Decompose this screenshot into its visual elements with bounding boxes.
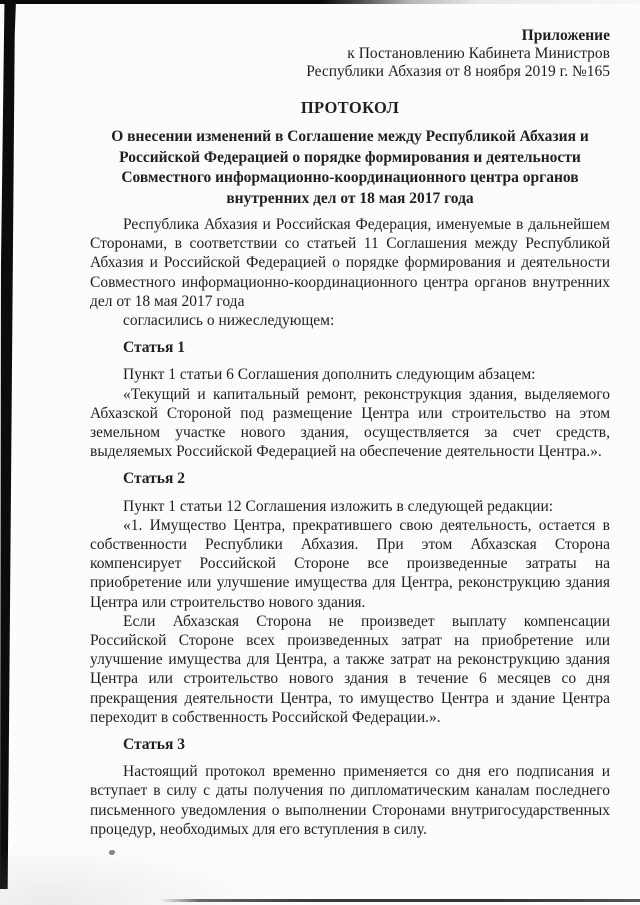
scan-artifact-bottom-edge	[160, 899, 640, 902]
appendix-header	[90, 27, 610, 81]
article-1-heading: Статья 1	[123, 339, 185, 357]
document-subtitle-line-2: Российской Федерацией о порядке формирования и деятельности	[119, 148, 581, 166]
article-3-paragraph-1: Настоящий протокол временно применяется со дня его подписания и вступает в силу с даты получения по дипломатическим каналам последнего письменного уведомления о выполнении Сторонами внутригосударственных процедур, необходимых для его вступления в силу.	[90, 763, 610, 838]
scan-artifact-bottom-smudge	[0, 845, 260, 905]
document-title: ПРОТОКОЛ	[300, 98, 400, 117]
preamble-agreement-line: согласились о нижеследующем:	[123, 312, 335, 330]
document-subtitle	[90, 127, 610, 209]
appendix-header-line-3: Республики Абхазия от 8 ноября 2019 г. №165	[306, 63, 610, 80]
article-3-heading: Статья 3	[123, 736, 185, 754]
article-2-paragraph-1: Пункт 1 статьи 12 Соглашения изложить в следующей редакции:	[123, 497, 554, 515]
scan-artifact-speck	[109, 850, 115, 855]
article-2-heading: Статья 2	[123, 470, 185, 488]
document-subtitle-line-1: О внесении изменений в Соглашение между Республикой Абхазия и	[111, 128, 589, 145]
preamble-paragraph: Республика Абхазия и Российская Федерация, именуемые в дальнейшем Сторонами, в соответствии со статьей 11 Соглашения между Республикой Абхазия и Российской Федерацией о порядке формирования и деятельности Совместного информационно-координационного центра органов внутренних дел от 18 мая 2017 года	[90, 216, 610, 310]
article-1-paragraph-2: «Текущий и капитальный ремонт, реконструкция здания, выделяемого Абхазской Стороной под размещение Центра или строительство на этом земельном участке нового здания, осуществляется за счет средств, выделяемых Российской Федерацией на обеспечение деятельности Центра.».	[90, 385, 610, 461]
article-2-paragraph-2: «1. Имущество Центра, прекратившего свою деятельность, остается в собственности Республики Абхазия. При этом Абхазская Сторона компенсирует Российской Стороне все произведенные затраты на приобретение или улучшение имущества для Центра, реконструкцию здания Центра или строительство нового здания.	[90, 516, 610, 611]
article-2-paragraph-3: Если Абхазская Сторона не произведет выплату компенсации Российской Стороне всех произведенных затрат на приобретение или улучшение имущества для Центра, а также затрат на реконструкцию здания Центра или строительство нового здания в течение 6 месяцев со дня прекращения деятельности Центра, то имущество Центра и здание Центра переходит в собственность Российской Федерации.».	[90, 612, 610, 726]
appendix-header-line-2: к Постановлению Кабинета Министров	[347, 45, 610, 62]
document-subtitle-line-3: Совместного информационно-координационного центра органов	[121, 169, 579, 186]
appendix-header-title: Приложение	[521, 27, 610, 44]
article-1-paragraph-1: Пункт 1 статьи 6 Соглашения дополнить следующим абзацем:	[123, 366, 536, 384]
document-subtitle-line-4: внутренних дел от 18 мая 2017 года	[226, 189, 474, 207]
